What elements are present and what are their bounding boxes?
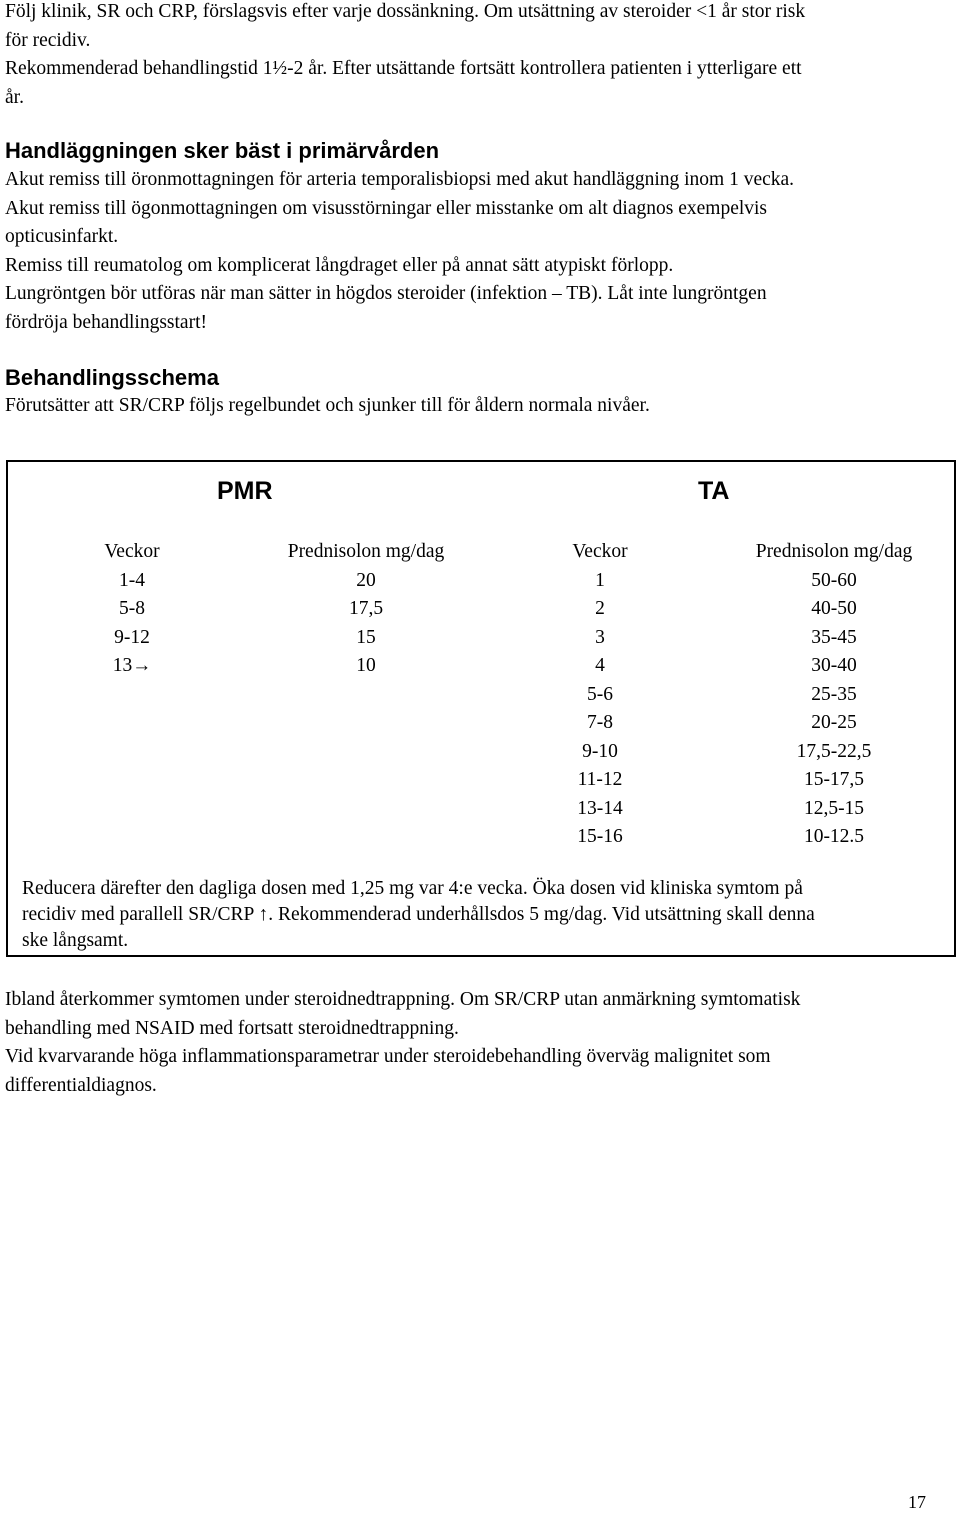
primary-care-paragraph (5, 166, 950, 337)
ta-weeks-cell: 1 (595, 569, 605, 591)
ta-weeks-cell: 2 (595, 598, 605, 619)
pmr-weeks-column (82, 538, 182, 681)
closing-line: Ibland återkommer symtomen under steroidnedtrappning. Om SR/CRP utan anmärkning symtomatisk (5, 989, 801, 1010)
ta-weeks-cell: 13-14 (577, 797, 623, 819)
ta-title: TA (698, 477, 730, 505)
primary-care-line: Lungröntgen bör utföras när man sätter in högdos steroider (infektion – TB). Låt inte lungröntgen (5, 283, 767, 304)
schedule-note (22, 876, 942, 954)
primary-care-heading: Handläggningen sker bäst i primärvården (5, 138, 440, 163)
pmr-weeks-header: Veckor (104, 541, 160, 562)
pmr-dose-column (258, 538, 474, 681)
ta-dose-cell: 25-35 (811, 683, 857, 705)
page-number: 17 (908, 1492, 926, 1512)
ta-weeks-cell: 15-16 (577, 826, 623, 847)
ta-dose-cell: 50-60 (811, 569, 857, 591)
treatment-schema-line: Förutsätter att SR/CRP följs regelbundet och sjunker till för åldern normala nivåer. (5, 395, 650, 416)
schedule-note-line: Reducera därefter den dagliga dosen med 1,25 mg var 4:e vecka. Öka dosen vid kliniska symtom på (22, 878, 803, 899)
schedule-note-line: recidiv med parallell SR/CRP ↑. Rekommenderad underhållsdos 5 mg/dag. Vid utsättning skall denna (22, 904, 815, 925)
intro-line: Följ klinik, SR och CRP, förslagsvis efter varje dossänkning. Om utsättning av steroider <1 år stor risk (5, 1, 806, 22)
primary-care-line: Akut remiss till öronmottagningen för arteria temporalisbiopsi med akut handläggning inom 1 vecka. (5, 169, 795, 190)
pmr-dose-cell: 17,5 (348, 598, 384, 619)
schedule-note-line: ske långsamt. (22, 930, 129, 951)
treatment-schema-heading: Behandlingsschema (5, 365, 219, 390)
ta-dose-cell: 40-50 (811, 598, 857, 619)
pmr-title: PMR (217, 477, 273, 505)
ta-weeks-cell: 7-8 (587, 712, 613, 733)
pmr-dose-cell: 15 (356, 626, 376, 648)
pmr-weeks-cell: 5-8 (119, 598, 145, 619)
intro-paragraph (5, 0, 950, 112)
ta-weeks-cell: 11-12 (577, 769, 623, 790)
ta-dose-cell: 35-45 (811, 626, 857, 648)
ta-weeks-cell: 4 (595, 655, 605, 676)
intro-line: för recidiv. (5, 29, 91, 51)
pmr-weeks-cell-last (82, 652, 182, 681)
intro-line: år. (5, 86, 24, 108)
pmr-weeks-value: 13 (112, 655, 133, 676)
ta-weeks-cell: 5-6 (587, 683, 613, 705)
intro-line: Rekommenderad behandlingstid 1½-2 år. Efter utsättande fortsätt kontrollera patienten i ytterligare ett (5, 58, 802, 79)
closing-line: differentialdiagnos. (5, 1074, 157, 1096)
pmr-dose-cell: 20 (356, 569, 376, 591)
pmr-weeks-cell: 1-4 (119, 569, 145, 591)
schedule-table (6, 460, 956, 957)
ta-weeks-cell: 3 (595, 626, 605, 648)
ta-weeks-header: Veckor (572, 541, 628, 562)
treatment-schema-text (5, 392, 950, 421)
primary-care-line: fördröja behandlingsstart! (5, 311, 207, 333)
closing-line: behandling med NSAID med fortsatt steroidnedtrappning. (5, 1017, 459, 1039)
primary-care-line: Akut remiss till ögonmottagningen om visusstörningar eller misstanke om alt diagnos exempelvis (5, 197, 768, 219)
ta-dose-cell: 17,5-22,5 (796, 740, 872, 762)
closing-paragraph (5, 986, 950, 1100)
ta-weeks-column (550, 538, 650, 852)
ta-weeks-cell: 9-10 (582, 740, 618, 762)
closing-line: Vid kvarvarande höga inflammationsparametrar under steroidebehandling överväg malignitet som (5, 1046, 771, 1067)
ta-dose-cell: 10-12.5 (803, 826, 865, 847)
ta-dose-cell: 15-17,5 (803, 769, 865, 790)
pmr-weeks-cell: 9-12 (114, 626, 150, 648)
ta-dose-header: Prednisolon mg/dag (755, 541, 913, 562)
ta-dose-cell: 20-25 (811, 712, 857, 733)
pmr-dose-cell: 10 (356, 655, 376, 676)
pmr-dose-header: Prednisolon mg/dag (287, 541, 445, 562)
right-arrow-icon: → (132, 655, 152, 676)
ta-dose-cell: 30-40 (811, 655, 857, 676)
ta-dose-cell: 12,5-15 (803, 797, 865, 819)
ta-dose-column (726, 538, 942, 852)
primary-care-line: Remiss till reumatolog om komplicerat långdraget eller på annat sätt atypiskt förlopp. (5, 254, 674, 276)
primary-care-line: opticusinfarkt. (5, 226, 119, 247)
